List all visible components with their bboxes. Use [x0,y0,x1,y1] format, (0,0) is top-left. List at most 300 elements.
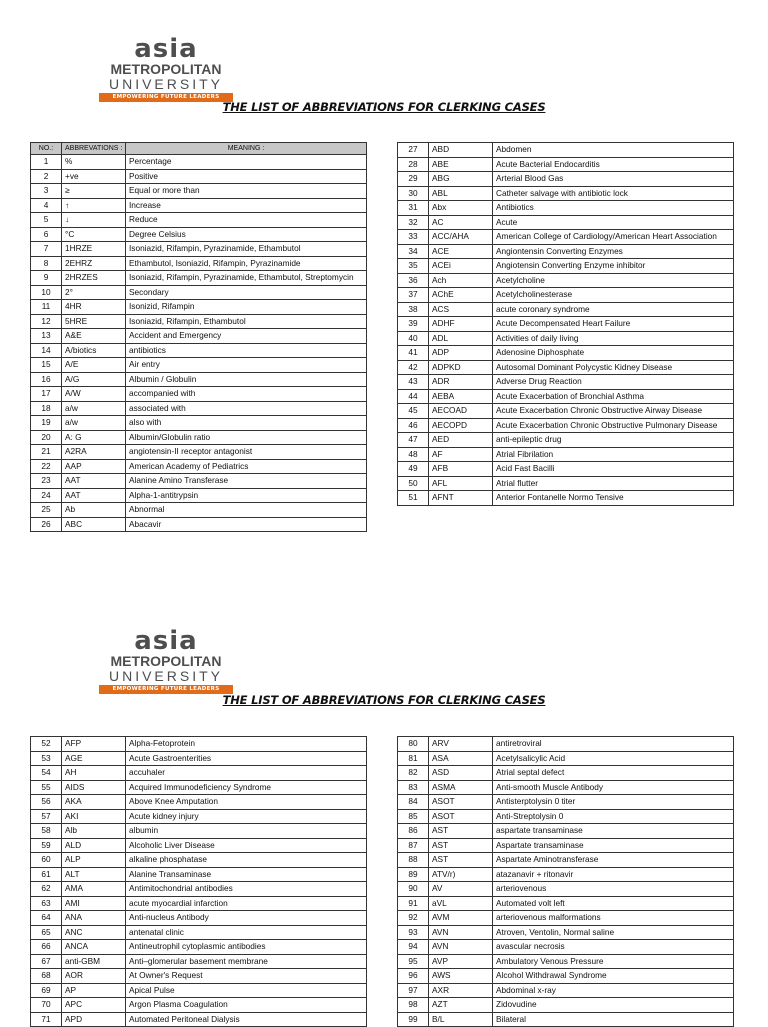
row-abbreviation: 2EHRZ [62,256,126,271]
table-row [31,838,367,853]
row-number: 82 [398,766,429,781]
row-abbreviation: Abx [429,201,493,216]
row-abbreviation: AVN [429,940,493,955]
row-meaning: Zidovudine [493,998,734,1013]
row-meaning: Alanine Transaminase [126,867,367,882]
row-number: 9 [31,271,62,286]
row-number: 67 [31,954,62,969]
table-row [31,911,367,926]
row-number: 43 [398,375,429,390]
row-meaning: At Owner's Request [126,969,367,984]
table-row [31,213,367,228]
row-abbreviation: AP [62,983,126,998]
row-meaning: alkaline phosphatase [126,853,367,868]
table-row [31,430,367,445]
logo-tagline: EMPOWERING FUTURE LEADERS [99,93,233,102]
row-meaning: Ethambutol, Isoniazid, Rifampin, Pyrazinamide [126,256,367,271]
row-abbreviation: ASMA [429,780,493,795]
row-meaning: Antibiotics [493,201,734,216]
row-meaning: Atrial Fibrilation [493,447,734,462]
row-number: 96 [398,969,429,984]
row-number: 71 [31,1012,62,1027]
row-meaning: Antimitochondrial antibodies [126,882,367,897]
table-row [398,809,734,824]
table-row [31,445,367,460]
row-number: 59 [31,838,62,853]
row-number: 38 [398,302,429,317]
row-meaning: acute myocardial infarction [126,896,367,911]
row-meaning: Automated Peritoneal Dialysis [126,1012,367,1027]
table-row [31,896,367,911]
row-number: 69 [31,983,62,998]
row-meaning: Abdominal x-ray [493,983,734,998]
logo-word-asia: asia [134,34,198,64]
table-row [398,838,734,853]
table-row [398,259,734,274]
table-row [398,230,734,245]
table-row [398,273,734,288]
table-row [31,969,367,984]
logo-word-metropolitan: METROPOLITAN [110,653,222,669]
table-row [31,387,367,402]
row-abbreviation: ACE [429,244,493,259]
table-row [398,215,734,230]
row-meaning: Atrial flutter [493,476,734,491]
row-number: 41 [398,346,429,361]
table-row [31,517,367,532]
row-meaning: Percentage [126,155,367,170]
row-abbreviation: ADHF [429,317,493,332]
row-abbreviation: ALP [62,853,126,868]
row-number: 68 [31,969,62,984]
row-number: 1 [31,155,62,170]
row-number: 36 [398,273,429,288]
row-meaning: Abdomen [493,143,734,158]
university-logo [96,36,236,102]
row-abbreviation: APD [62,1012,126,1027]
row-meaning: Bilateral [493,1012,734,1027]
row-abbreviation: AAT [62,474,126,489]
row-number: 6 [31,227,62,242]
row-abbreviation: 2HRZES [62,271,126,286]
table-row [398,998,734,1013]
table-row [31,227,367,242]
table-row [31,169,367,184]
table-row [398,302,734,317]
row-abbreviation: A/W [62,387,126,402]
row-number: 16 [31,372,62,387]
row-meaning: antibiotics [126,343,367,358]
row-number: 17 [31,387,62,402]
row-number: 86 [398,824,429,839]
row-meaning: Argon Plasma Coagulation [126,998,367,1013]
row-abbreviation: AECOAD [429,404,493,419]
row-meaning: antiretroviral [493,737,734,752]
row-meaning: American College of Cardiology/American Heart Association [493,230,734,245]
row-abbreviation: AFB [429,462,493,477]
row-abbreviation: AAT [62,488,126,503]
row-meaning: Acetylcholinesterase [493,288,734,303]
row-abbreviation: 2° [62,285,126,300]
row-abbreviation: AH [62,766,126,781]
row-abbreviation: ASD [429,766,493,781]
row-meaning: Equal or more than [126,184,367,199]
row-number: 20 [31,430,62,445]
header-no: NO.: [31,143,62,155]
row-meaning: Antineutrophil cytoplasmic antibodies [126,940,367,955]
table-row [398,447,734,462]
table-row [398,896,734,911]
row-abbreviation: AOR [62,969,126,984]
row-number: 18 [31,401,62,416]
row-number: 26 [31,517,62,532]
table-row [398,157,734,172]
abbreviation-table-4 [397,736,734,1027]
row-number: 29 [398,172,429,187]
table-row [398,853,734,868]
row-number: 98 [398,998,429,1013]
table-row [398,867,734,882]
row-abbreviation: ALT [62,867,126,882]
row-abbreviation: AVN [429,925,493,940]
row-meaning: Anti–glomerular basement membrane [126,954,367,969]
row-number: 39 [398,317,429,332]
row-abbreviation: AAP [62,459,126,474]
row-meaning: Alanine Amino Transferase [126,474,367,489]
row-abbreviation: °C [62,227,126,242]
row-abbreviation: AZT [429,998,493,1013]
row-number: 91 [398,896,429,911]
row-abbreviation: Ab [62,503,126,518]
table-row [398,824,734,839]
row-meaning: Accident and Emergency [126,329,367,344]
row-meaning: Antisterptolysin 0 titer [493,795,734,810]
row-number: 99 [398,1012,429,1027]
row-number: 5 [31,213,62,228]
row-abbreviation: A/biotics [62,343,126,358]
table-row [398,780,734,795]
row-abbreviation: ALD [62,838,126,853]
table-row [31,343,367,358]
row-number: 92 [398,911,429,926]
document-title: THE LIST OF ABBREVIATIONS FOR CLERKING CASES [222,693,546,707]
row-number: 44 [398,389,429,404]
row-abbreviation: ABD [429,143,493,158]
row-meaning: Adverse Drug Reaction [493,375,734,390]
row-meaning: Ambulatory Venous Pressure [493,954,734,969]
table-row [31,853,367,868]
row-meaning: Angiotensin Converting Enzyme inhibitor [493,259,734,274]
table-row [31,242,367,257]
row-number: 64 [31,911,62,926]
row-meaning: Acetylcholine [493,273,734,288]
row-meaning: Adenosine Diphosphate [493,346,734,361]
table-row [398,375,734,390]
abbreviation-table-2 [397,142,734,506]
row-number: 30 [398,186,429,201]
row-abbreviation: aVL [429,896,493,911]
row-meaning: Alcohol Withdrawal Syndrome [493,969,734,984]
row-meaning: Acid Fast Bacilli [493,462,734,477]
row-number: 51 [398,491,429,506]
row-number: 56 [31,795,62,810]
row-abbreviation: AXR [429,983,493,998]
row-abbreviation: % [62,155,126,170]
table-row [398,969,734,984]
row-meaning: angiotensin-II receptor antagonist [126,445,367,460]
row-abbreviation: 5HRE [62,314,126,329]
table-row [31,256,367,271]
row-abbreviation: ABL [429,186,493,201]
logo-word-metropolitan: METROPOLITAN [110,61,222,77]
table-row [31,780,367,795]
row-meaning: Acute Exacerbation Chronic Obstructive Pulmonary Disease [493,418,734,433]
row-meaning: Alcoholic Liver Disease [126,838,367,853]
row-number: 4 [31,198,62,213]
abbreviation-table-3 [30,736,367,1027]
row-abbreviation: AF [429,447,493,462]
row-number: 7 [31,242,62,257]
table-row [398,317,734,332]
row-meaning: Acute Decompensated Heart Failure [493,317,734,332]
table-row [31,474,367,489]
row-meaning: Autosomal Dominant Polycystic Kidney Disease [493,360,734,375]
row-abbreviation: ARV [429,737,493,752]
row-meaning: also with [126,416,367,431]
row-number: 88 [398,853,429,868]
row-number: 28 [398,157,429,172]
row-meaning: Acute Exacerbation of Bronchial Asthma [493,389,734,404]
row-abbreviation: ASOT [429,809,493,824]
row-meaning: accuhaler [126,766,367,781]
table-row [398,954,734,969]
table-row [31,503,367,518]
row-number: 93 [398,925,429,940]
table-row [31,155,367,170]
row-abbreviation: AVP [429,954,493,969]
logo-tagline: EMPOWERING FUTURE LEADERS [99,685,233,694]
row-abbreviation: AFL [429,476,493,491]
row-meaning: Angiontensin Converting Enzymes [493,244,734,259]
row-abbreviation: 1HRZE [62,242,126,257]
row-meaning: Isoniazid, Rifampin, Ethambutol [126,314,367,329]
row-abbreviation: AEBA [429,389,493,404]
table-row [398,404,734,419]
table-row [31,766,367,781]
row-abbreviation: ADPKD [429,360,493,375]
row-meaning: accompanied with [126,387,367,402]
row-abbreviation: Ach [429,273,493,288]
row-abbreviation: ADP [429,346,493,361]
table-row [31,795,367,810]
row-abbreviation: ABG [429,172,493,187]
row-number: 37 [398,288,429,303]
row-abbreviation: ASOT [429,795,493,810]
table-row [398,360,734,375]
table-row [398,389,734,404]
row-number: 32 [398,215,429,230]
row-abbreviation: AV [429,882,493,897]
row-abbreviation: AKI [62,809,126,824]
row-number: 60 [31,853,62,868]
row-abbreviation: 4HR [62,300,126,315]
table-row [398,476,734,491]
row-abbreviation: ADR [429,375,493,390]
abbreviation-table-1 [30,142,367,532]
table-row [398,1012,734,1027]
table-row [31,271,367,286]
row-number: 85 [398,809,429,824]
row-meaning: Acute kidney injury [126,809,367,824]
row-abbreviation: ABC [62,517,126,532]
row-meaning: Above Knee Amputation [126,795,367,810]
row-number: 42 [398,360,429,375]
table-row [398,288,734,303]
row-meaning: arteriovenous malformations [493,911,734,926]
table-row [31,925,367,940]
row-number: 94 [398,940,429,955]
row-meaning: Anti-nucleus Antibody [126,911,367,926]
row-meaning: Atroven, Ventolin, Normal saline [493,925,734,940]
table-row [31,329,367,344]
row-abbreviation: a/w [62,401,126,416]
row-number: 19 [31,416,62,431]
row-number: 40 [398,331,429,346]
row-number: 34 [398,244,429,259]
table-row [398,244,734,259]
row-abbreviation: AWS [429,969,493,984]
row-abbreviation: AFNT [429,491,493,506]
row-meaning: Abacavir [126,517,367,532]
row-meaning: Anti-Streptolysin 0 [493,809,734,824]
logo-word-university: UNIVERSITY [108,76,223,92]
row-number: 55 [31,780,62,795]
table-row [398,433,734,448]
document-title: THE LIST OF ABBREVIATIONS FOR CLERKING CASES [222,100,546,114]
row-number: 89 [398,867,429,882]
logo-word-asia: asia [134,626,198,656]
row-number: 24 [31,488,62,503]
row-abbreviation: A2RA [62,445,126,460]
row-abbreviation: AST [429,838,493,853]
row-meaning: Degree Celsius [126,227,367,242]
row-meaning: Acute Exacerbation Chronic Obstructive Airway Disease [493,404,734,419]
row-abbreviation: ADL [429,331,493,346]
table-row [398,766,734,781]
row-number: 8 [31,256,62,271]
row-abbreviation: a/w [62,416,126,431]
table-header-row [31,143,367,155]
table-row [398,737,734,752]
row-meaning: Acute Bacterial Endocarditis [493,157,734,172]
row-number: 84 [398,795,429,810]
row-number: 65 [31,925,62,940]
row-number: 3 [31,184,62,199]
row-meaning: Increase [126,198,367,213]
row-meaning: aspartate transaminase [493,824,734,839]
row-abbreviation: A/E [62,358,126,373]
row-abbreviation: AGE [62,751,126,766]
logo-word-university: UNIVERSITY [108,668,223,684]
row-meaning: antenatal clinic [126,925,367,940]
row-abbreviation: ASA [429,751,493,766]
row-abbreviation: AED [429,433,493,448]
table-row [31,488,367,503]
table-row [398,172,734,187]
row-abbreviation: ↑ [62,198,126,213]
row-abbreviation: anti-GBM [62,954,126,969]
table-row [31,867,367,882]
row-abbreviation: ANC [62,925,126,940]
row-number: 83 [398,780,429,795]
row-number: 48 [398,447,429,462]
row-abbreviation: AST [429,824,493,839]
row-abbreviation: AKA [62,795,126,810]
row-abbreviation: AVM [429,911,493,926]
row-abbreviation: ↓ [62,213,126,228]
row-number: 21 [31,445,62,460]
row-number: 35 [398,259,429,274]
table-row [398,925,734,940]
row-number: 23 [31,474,62,489]
row-abbreviation: AFP [62,737,126,752]
row-number: 52 [31,737,62,752]
row-meaning: Abnormal [126,503,367,518]
row-meaning: Alpha-1-antitrypsin [126,488,367,503]
row-meaning: Isoniazid, Rifampin, Pyrazinamide, Ethambutol [126,242,367,257]
row-abbreviation: AECOPD [429,418,493,433]
table-row [31,998,367,1013]
row-number: 45 [398,404,429,419]
row-number: 58 [31,824,62,839]
row-meaning: albumin [126,824,367,839]
table-row [398,795,734,810]
row-number: 33 [398,230,429,245]
row-number: 46 [398,418,429,433]
table-row [31,416,367,431]
table-row [398,491,734,506]
row-abbreviation: AMA [62,882,126,897]
row-abbreviation: AMI [62,896,126,911]
row-number: 57 [31,809,62,824]
row-number: 95 [398,954,429,969]
row-abbreviation: +ve [62,169,126,184]
table-row [398,201,734,216]
table-row [31,1012,367,1027]
row-number: 61 [31,867,62,882]
table-row [31,372,367,387]
row-meaning: Acetylsalicylic Acid [493,751,734,766]
table-row [31,751,367,766]
row-number: 15 [31,358,62,373]
row-number: 66 [31,940,62,955]
row-meaning: Positive [126,169,367,184]
row-abbreviation: ACEi [429,259,493,274]
university-logo [96,628,236,694]
row-number: 25 [31,503,62,518]
table-row [398,418,734,433]
row-number: 97 [398,983,429,998]
row-meaning: Apical Pulse [126,983,367,998]
row-meaning: Acquired Immunodeficiency Syndrome [126,780,367,795]
row-meaning: Isoniazid, Rifampin, Pyrazinamide, Ethambutol, Streptomycin [126,271,367,286]
row-abbreviation: B/L [429,1012,493,1027]
row-number: 12 [31,314,62,329]
row-abbreviation: ANA [62,911,126,926]
row-meaning: Acute Gastroenterities [126,751,367,766]
table-row [398,143,734,158]
row-meaning: Arterial Blood Gas [493,172,734,187]
